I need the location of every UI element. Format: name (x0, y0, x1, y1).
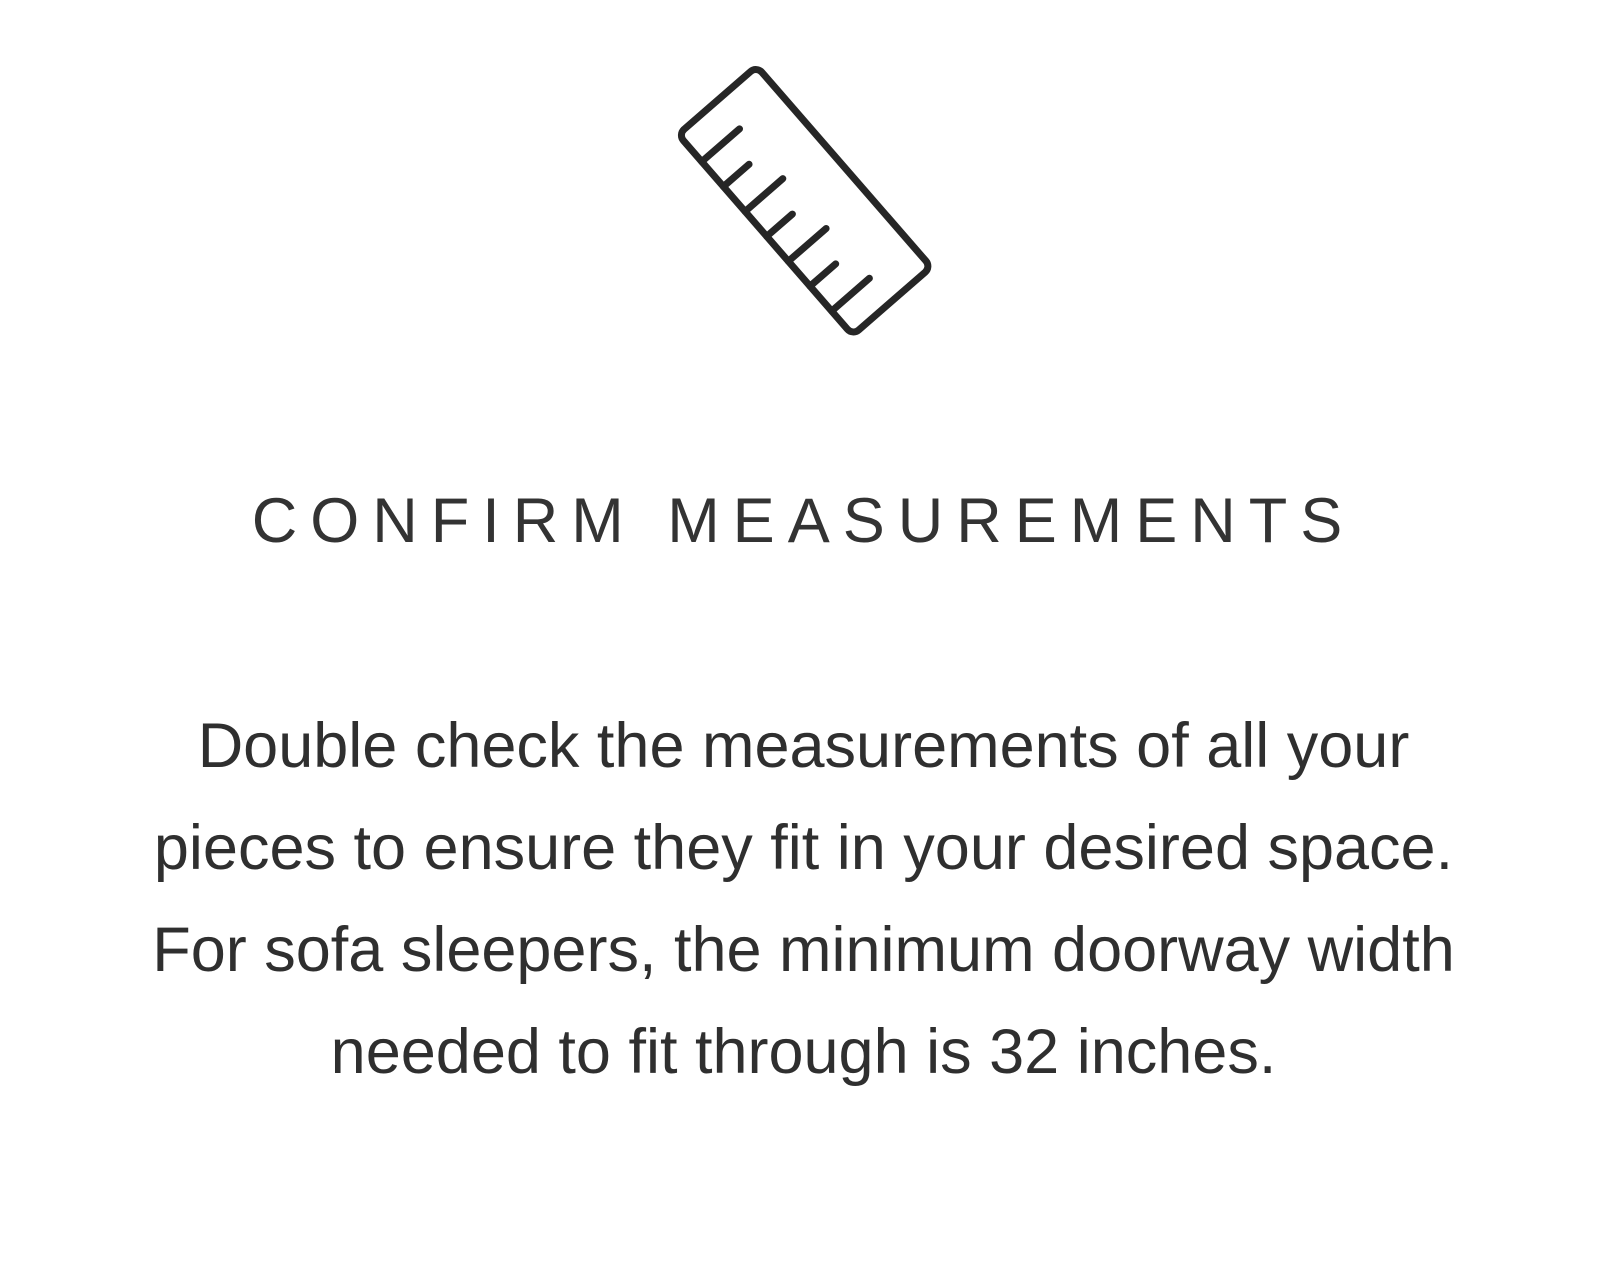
ruler-icon-container (0, 30, 1607, 370)
ruler-icon (634, 30, 974, 370)
description-text: Double check the measurements of all your pieces to ensure they fit in your desired space. For sofa sleepers, the minimum doorway width needed to fit through is 32 inches. (152, 711, 1455, 1088)
page-title: CONFIRM MEASUREMENTS (251, 486, 1356, 556)
